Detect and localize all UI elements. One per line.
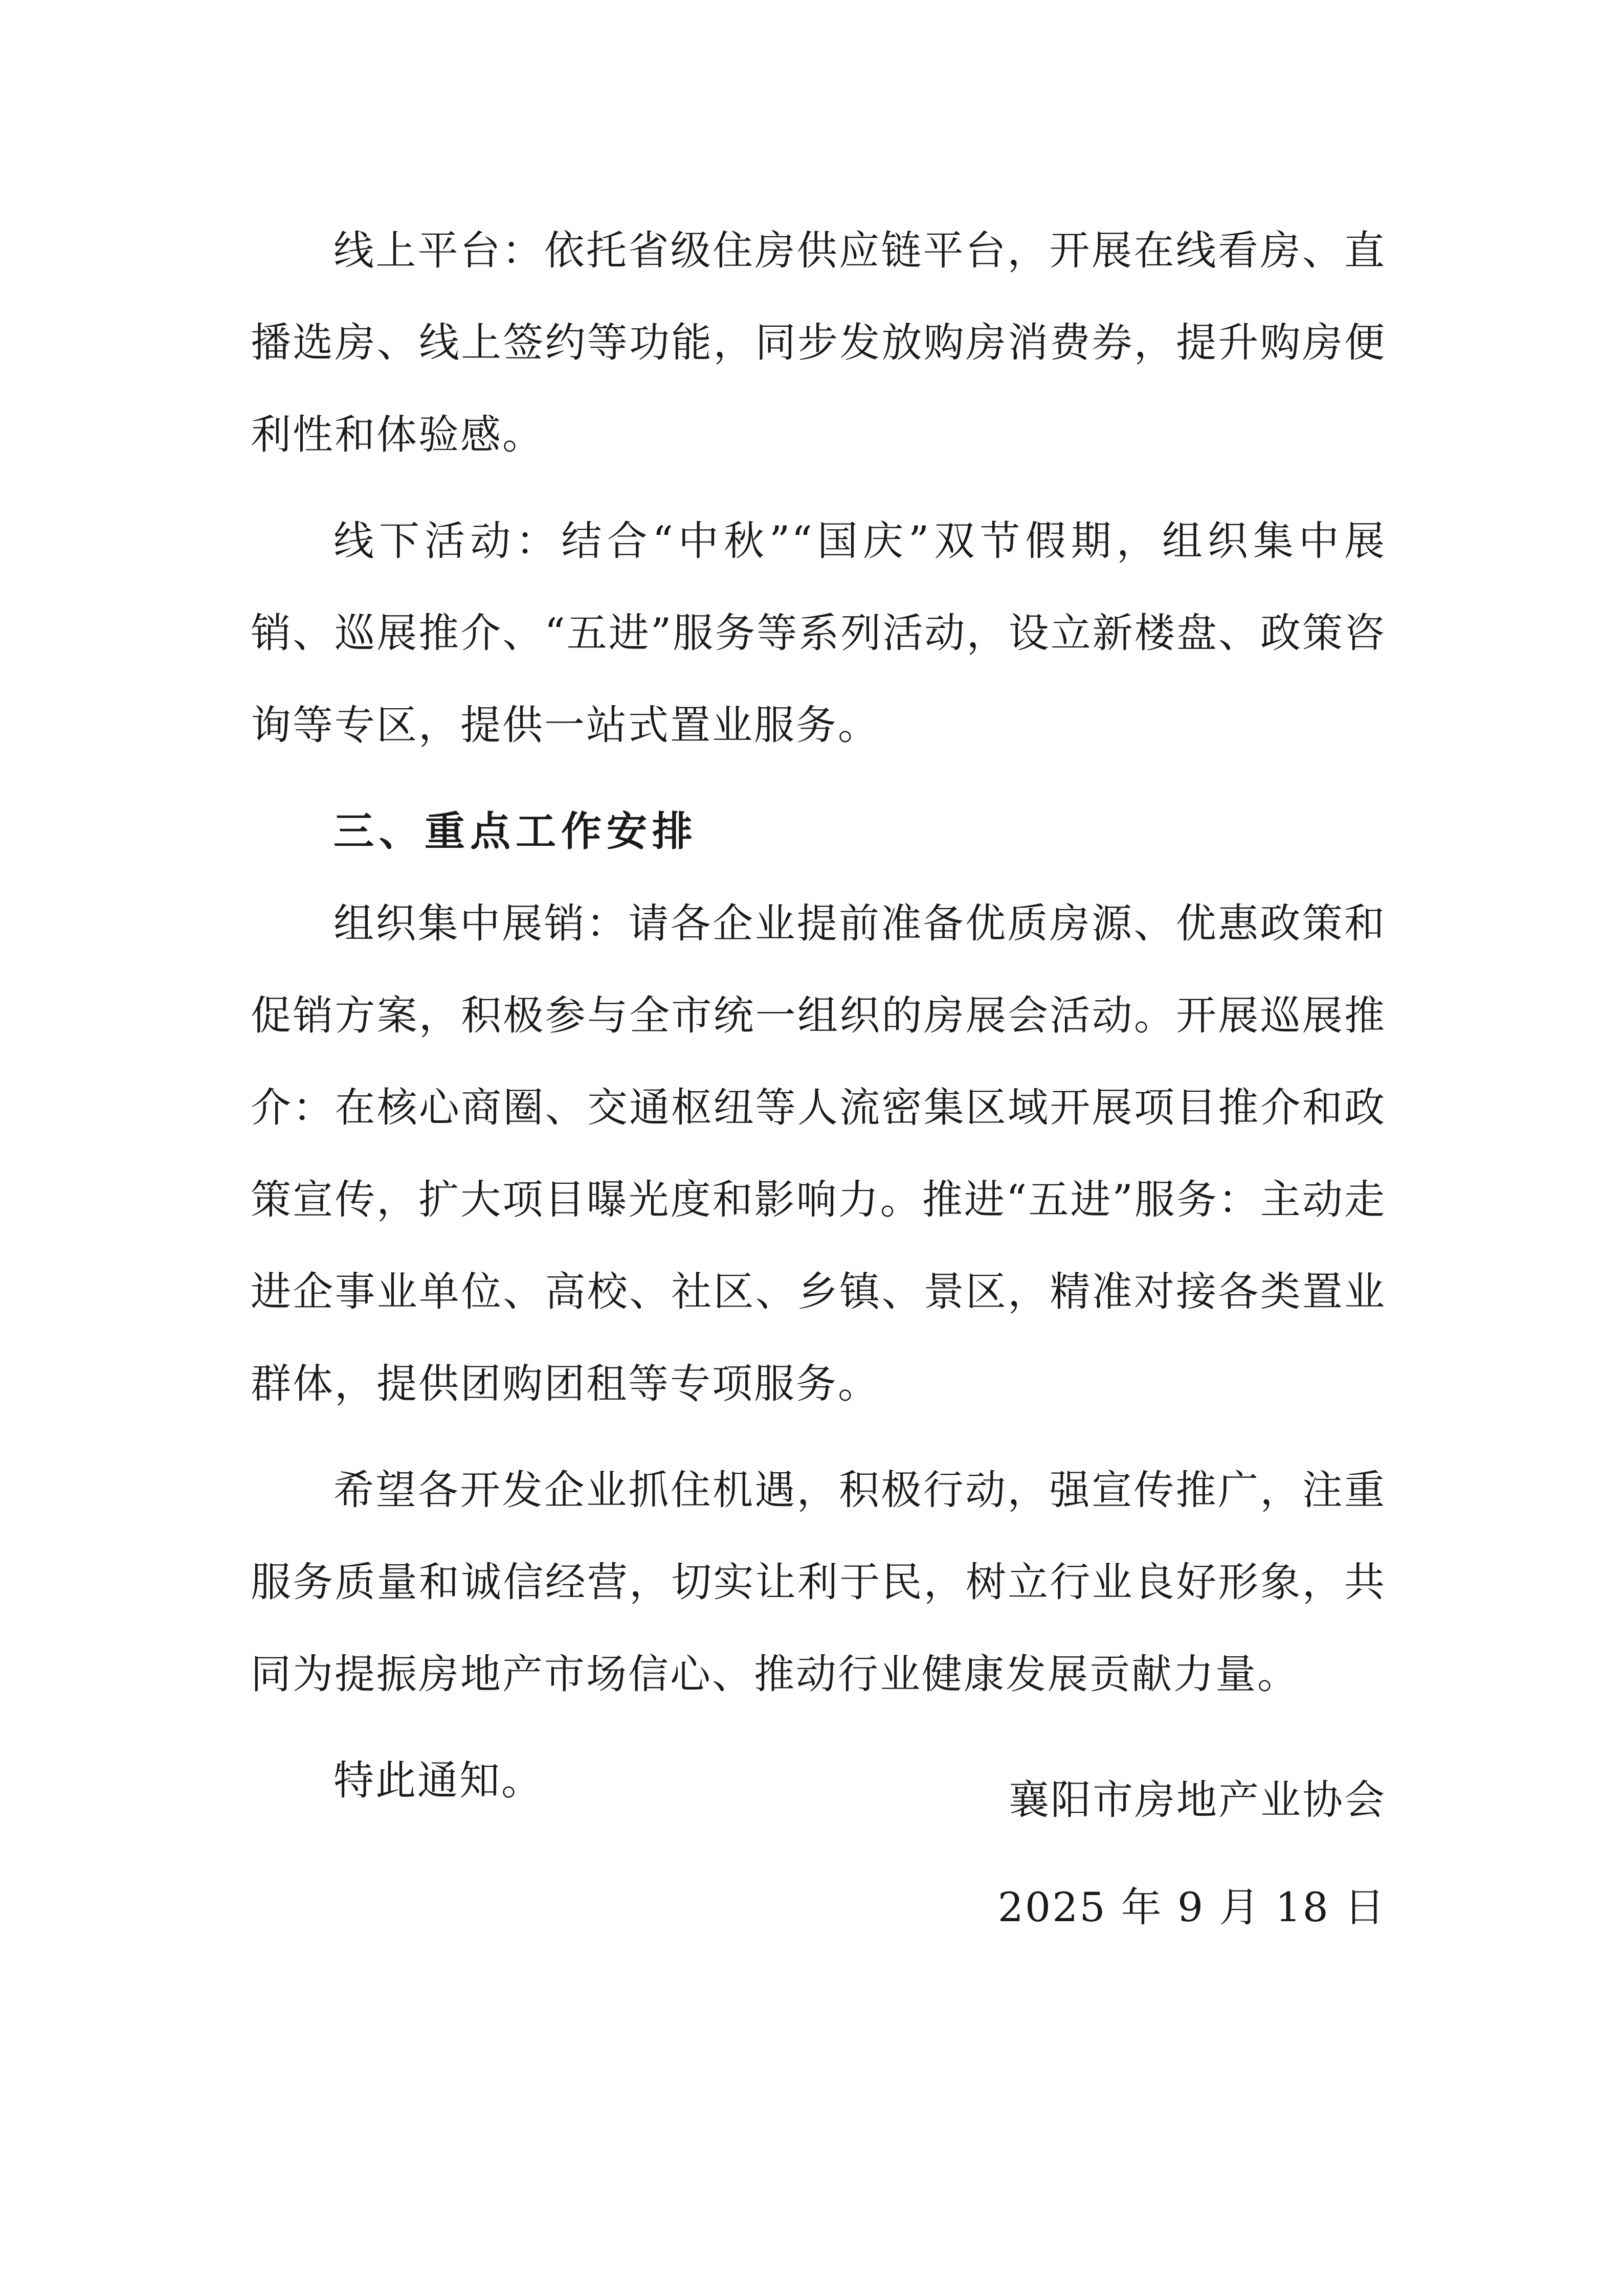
paragraph-closing: 特此通知。 [333, 1757, 543, 1804]
paragraph-offline-activities: 线下活动：结合“中秋”“国庆”双节假期，组织集中展销、巡展推介、“五进”服务等系列活动，设立新楼盘、政策咨询等专区，提供一站式置业服务。 [251, 517, 1386, 749]
paragraph-online-platform: 线上平台：依托省级住房供应链平台，开展在线看房、直播选房、线上签约等功能，同步发放购房消费券，提升购房便利性和体验感。 [251, 227, 1386, 458]
section-heading: 三、重点工作安排 [333, 807, 698, 855]
signature-organization: 襄阳市房地产业协会 [1009, 1776, 1386, 1824]
paragraph-key-work: 组织集中展销：请各企业提前准备优质房源、优惠政策和促销方案，积极参与全市统一组织的房展会活动。开展巡展推介：在核心商圈、交通枢纽等人流密集区域开展项目推介和政策宣传，扩大项目曝光度和影响力。推进“五进”服务：主动走进企事业单位、高校、社区、乡镇、景区，精准对接各类置业群体，提供团购团租等专项服务。 [251, 900, 1386, 1407]
document-body [251, 205, 1386, 1827]
paragraph-hope: 希望各开发企业抓住机遇，积极行动，强宣传推广，注重服务质量和诚信经营，切实让利于民，树立行业良好形象，共同为提振房地产市场信心、推动行业健康发展贡献力量。 [251, 1467, 1386, 1698]
signature-date: 2025 年 9 月 18 日 [997, 1884, 1386, 1931]
